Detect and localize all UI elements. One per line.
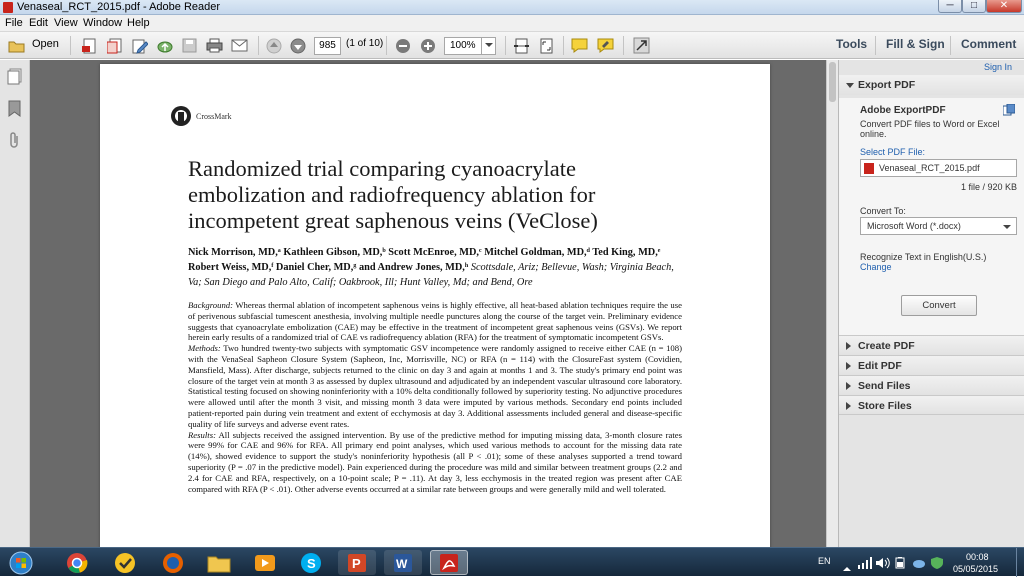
methods-heading: Methods:	[188, 343, 221, 354]
fit-page-icon[interactable]	[538, 37, 555, 54]
zoom-out-icon[interactable]	[394, 37, 411, 54]
sign-in-link[interactable]: Sign In	[983, 62, 1012, 72]
article-authors	[188, 245, 688, 290]
title-bar	[0, 0, 1024, 15]
change-language-link[interactable]: Change	[860, 262, 892, 272]
save-icon[interactable]	[181, 37, 198, 54]
svg-text:W: W	[396, 556, 408, 571]
author-affiliations: Scottsdale, Ariz; Bellevue, Wash; Virginia Beach, Va; San Diego and Palo Alto, Calif; Oakbrook, Ill; Hunt Valley, Md; and Bend, Ore	[188, 262, 674, 288]
abstract-background	[188, 300, 682, 343]
background-heading: Background:	[188, 300, 234, 310]
store-files-section[interactable]	[839, 395, 1024, 415]
clock-date[interactable]: 05/05/2015	[953, 564, 999, 574]
language-indicator[interactable]: EN	[818, 556, 831, 566]
toolbar-separator	[950, 36, 951, 55]
edit-pdf-section[interactable]	[839, 355, 1024, 375]
create-pdf-label: Create PDF	[858, 340, 915, 352]
page-number-input[interactable]: 985	[314, 37, 341, 55]
firefox-icon[interactable]	[154, 550, 192, 575]
export-pdf-header[interactable]	[839, 75, 1024, 95]
export-service-icon	[1003, 104, 1015, 118]
svg-text:P: P	[352, 555, 361, 571]
chevron-down-icon	[1003, 224, 1011, 230]
menu-bar	[0, 15, 1024, 32]
crossmark-logo	[170, 105, 232, 127]
recognize-text-label: Recognize Text in English(U.S.)	[860, 252, 987, 262]
article-title: Randomized trial comparing cyanoacrylate embolization and radiofrequency ablation for incompetent great saphenous veins (VeClose)	[188, 156, 598, 233]
send-files-label: Send Files	[858, 380, 911, 392]
scrollbar-thumb[interactable]	[829, 62, 836, 102]
zoom-level-select[interactable]: 100%	[444, 37, 482, 55]
selected-file-name: Venaseal_RCT_2015.pdf	[879, 163, 980, 173]
document-viewer[interactable]	[30, 60, 838, 547]
pdf-page	[100, 64, 770, 547]
network-signal-icon[interactable]	[858, 556, 872, 574]
next-page-icon[interactable]	[289, 37, 306, 54]
menu-view[interactable]: View	[54, 17, 78, 29]
combine-files-icon[interactable]	[106, 37, 123, 54]
export-pdf-body	[839, 98, 1024, 338]
abstract-results	[188, 430, 682, 495]
convert-button[interactable]: Convert	[901, 295, 977, 316]
attachments-paperclip-icon[interactable]	[7, 132, 22, 154]
convert-to-label: Convert To:	[860, 206, 906, 216]
export-pdf-label: Export PDF	[858, 79, 916, 91]
toolbar-separator	[70, 36, 71, 55]
open-folder-icon[interactable]	[8, 37, 25, 54]
close-button[interactable]: ✕	[986, 0, 1022, 13]
tools-tab[interactable]: Tools	[836, 37, 868, 51]
windows-taskbar	[0, 547, 1024, 576]
email-icon[interactable]	[231, 37, 248, 54]
open-button[interactable]: Open	[32, 38, 59, 50]
security-shield-icon[interactable]	[930, 556, 944, 574]
adobe-reader-icon	[3, 2, 13, 13]
select-file-label: Select PDF File:	[860, 147, 926, 157]
create-pdf-icon[interactable]	[81, 37, 98, 54]
abstract-methods	[188, 343, 682, 429]
norton-icon[interactable]	[106, 550, 144, 575]
fit-width-icon[interactable]	[513, 37, 530, 54]
minimize-button[interactable]: ─	[938, 0, 962, 13]
toolbar-separator	[623, 36, 624, 55]
powerpoint-icon[interactable]	[338, 550, 376, 575]
edit-pencil-icon[interactable]	[131, 37, 148, 54]
results-text: All subjects received the assigned intervention. By use of the predictive method for imputing missing data, 3-month closure rates were 99% for CAE and 96% for RFA. All primary end point analyses, which used various methods to account for the missing data rate (14%), showed evidence to support the study's noninferiority hypothesis (all P < .01); some of these analyses supported a trend toward superiority (P = .07 in the predictive model). Pain experienced during the procedure was mild and similar between treatment groups (2.2 and 2.4 for CAE and RFA, respectively, on a 10-point scale; P = .11). At day 3, less ecchymosis in the treated region was present after CAE compared with RFA (P < .01). Other adverse events occurred at a similar rate between groups and were generally mild and well tolerated.	[188, 429, 682, 494]
start-button-icon[interactable]	[3, 550, 39, 575]
navigation-pane	[0, 60, 30, 547]
collapsed-arrow-icon	[846, 362, 851, 370]
expand-view-icon[interactable]	[633, 37, 650, 54]
export-description: Convert PDF files to Word or Excel online.	[860, 119, 1000, 139]
edit-pdf-label: Edit PDF	[858, 360, 902, 372]
task-pane	[838, 60, 1024, 547]
bookmarks-icon[interactable]	[7, 100, 22, 122]
skype-icon[interactable]	[292, 550, 330, 575]
convert-format-select[interactable]	[860, 217, 1017, 235]
methods-text: Two hundred twenty-two subjects with symptomatic GSV incompetence were randomly assigned to receive either CAE (n = 108) with the VenaSeal Sapheon Closure System (Sapheon, Inc, Morrisville, NC) or RFA (n = 114) with the ClosureFast system (Covidien, Mansfield, Mass). After discharge, subjects returned to the clinic on day 3 and again at months 1 and 3. The study's primary end point was closure of the target vein at month 3 as assessed by duplex ultrasound and adjudicated by an independent vascular ultrasound core laboratory. Statistical testing focused on showing noninferiority with a 10% delta conditionally followed by superiority testing. No adjunctive procedures were allowed until after the month 3 visit, and missing month 3 data were imputed by various methods. Secondary end points included patient-reported pain during vein treatment and extent of ecchymosis at day 3. Additional assessments included general and disease-specific quality of life surveys and adverse event rates.	[188, 343, 683, 429]
comment-tab[interactable]: Comment	[961, 37, 1017, 51]
menu-edit[interactable]: Edit	[29, 17, 48, 29]
sticky-note-icon[interactable]	[571, 37, 588, 54]
file-size-info: 1 file / 920 KB	[960, 182, 1017, 192]
toolbar-separator	[258, 36, 259, 55]
crossmark-icon	[170, 105, 192, 127]
adobe-reader-taskbar-icon[interactable]	[430, 550, 468, 575]
expanded-arrow-icon	[846, 83, 854, 88]
cloud-upload-icon[interactable]	[156, 37, 173, 54]
maximize-button[interactable]: □	[962, 0, 986, 13]
toolbar	[0, 32, 1024, 59]
toolbar-separator	[505, 36, 506, 55]
volume-icon[interactable]	[876, 556, 890, 574]
collapsed-arrow-icon	[846, 402, 851, 410]
crossmark-label: CrossMark	[196, 111, 232, 121]
toolbar-separator	[563, 36, 564, 55]
print-icon[interactable]	[206, 37, 223, 54]
clock-time[interactable]: 00:08	[966, 552, 989, 562]
zoom-dropdown-chevron-icon[interactable]	[481, 37, 496, 55]
results-heading: Results:	[188, 429, 216, 440]
battery-icon[interactable]	[894, 556, 908, 574]
word-icon[interactable]	[384, 550, 422, 575]
onedrive-icon[interactable]	[912, 556, 926, 574]
vertical-scrollbar[interactable]	[826, 60, 838, 547]
show-hidden-icons-icon[interactable]	[843, 559, 851, 577]
chrome-icon[interactable]	[58, 550, 96, 575]
fill-sign-tab[interactable]: Fill & Sign	[886, 37, 945, 51]
send-files-section[interactable]	[839, 375, 1024, 395]
file-explorer-icon[interactable]	[200, 550, 238, 575]
previous-page-icon[interactable]	[265, 37, 282, 54]
menu-help[interactable]: Help	[127, 17, 150, 29]
selected-file-field[interactable]	[860, 159, 1017, 177]
page-thumbnails-icon[interactable]	[7, 68, 22, 90]
collapsed-arrow-icon	[846, 342, 851, 350]
menu-file[interactable]: File	[5, 17, 23, 29]
export-title: Adobe ExportPDF	[860, 105, 946, 116]
media-player-icon[interactable]	[246, 550, 284, 575]
background-text: Whereas thermal ablation of incompetent saphenous veins is highly effective, all heat-based ablation techniques require the use of perivenous subfascial tumescent anesthesia, involving multiple needle punctures along the course of the target vein. Preliminary evidence suggests that cyanoacrylate embolization (CAE) may be effective in the treatment of incompetent great saphenous veins (GSVs). We report herein early results of a randomized trial of CAE vs radiofrequency ablation (RFA) for the treatment of symptomatic incompetent GSVs.	[188, 300, 682, 343]
collapsed-arrow-icon	[846, 382, 851, 390]
page-count: (1 of 10)	[346, 38, 384, 49]
zoom-in-icon[interactable]	[419, 37, 436, 54]
menu-window[interactable]: Window	[83, 17, 123, 29]
pdf-file-icon	[864, 163, 874, 174]
convert-format-value: Microsoft Word (*.docx)	[867, 221, 961, 231]
store-files-label: Store Files	[858, 400, 912, 412]
toolbar-separator	[386, 36, 387, 55]
create-pdf-section[interactable]	[839, 335, 1024, 355]
window-title: Venaseal_RCT_2015.pdf - Adobe Reader	[17, 1, 221, 13]
show-desktop-button[interactable]	[1016, 548, 1024, 577]
author-list: Nick Morrison, MD,ᵃ Kathleen Gibson, MD,ᵇ Scott McEnroe, MD,ᶜ Mitchel Goldman, MD,ᵈ Ted King, MD,ᵉ Robert Weiss, MD,ᶠ Daniel Cher, MD,ᵍ and Andrew Jones, MD,ʰ	[188, 247, 661, 273]
highlight-icon[interactable]	[597, 37, 614, 54]
toolbar-separator	[875, 36, 876, 55]
svg-text:S: S	[307, 555, 316, 571]
article-abstract	[188, 300, 682, 494]
